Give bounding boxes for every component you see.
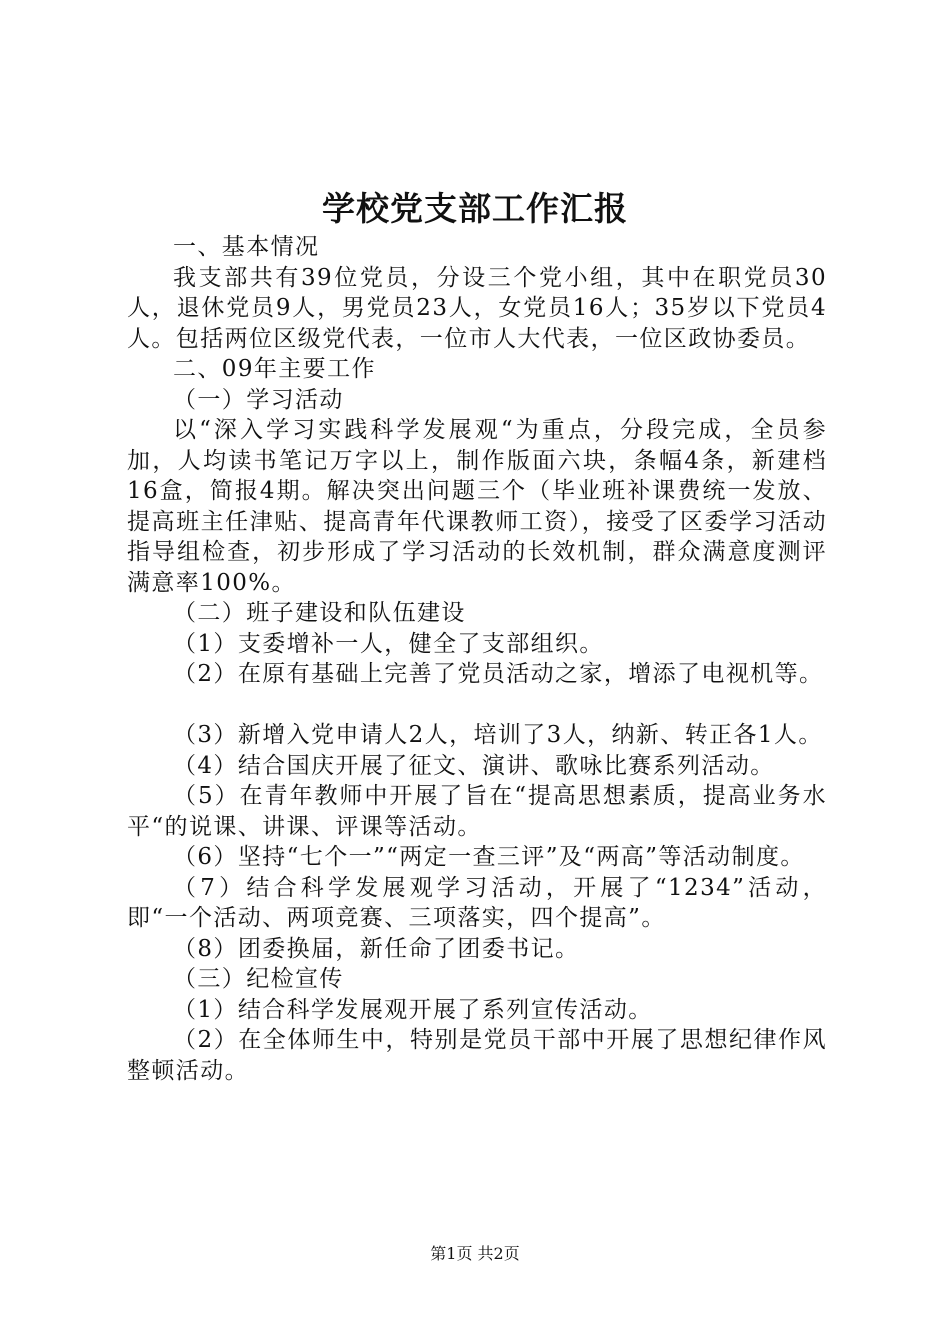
subheading-team-building: （二）班子建设和队伍建设 xyxy=(173,600,466,626)
list-item-discipline-1: （1）结合科学发展观开展了系列宣传活动。 xyxy=(173,996,653,1023)
list-item-team-5: （5）在青年教师中开展了旨在“提高思想素质，提高业务水平“的说课、讲课、评课等活动。 xyxy=(127,783,827,840)
list-item-team-2: （2）在原有基础上完善了党员活动之家，增添了电视机等。 xyxy=(173,661,824,687)
list-item-discipline-2: （2）在全体师生中，特别是党员干部中开展了思想纪律作风整顿活动。 xyxy=(127,1027,827,1084)
paragraph-member-overview: 我支部共有39位党员，分设三个党小组，其中在职党员30人，退休党员9人，男党员23人，女党员16人；35岁以下党员4人。包括两位区级党代表，一位市人大代表，一位区政协委员。 xyxy=(127,264,827,352)
page-footer: 第1页 共2页 xyxy=(430,1244,520,1263)
list-item-team-3: （3）新增入党申请人2人，培训了3人，纳新、转正各1人。 xyxy=(173,722,823,748)
list-item-team-6: （6）坚持“七个一”“两定一查三评”及“两高”等活动制度。 xyxy=(173,844,805,870)
document-title: 学校党支部工作汇报 xyxy=(322,189,628,228)
document-body xyxy=(127,232,827,1086)
list-item-team-1: （1）支委增补一人，健全了支部组织。 xyxy=(173,630,604,657)
list-item-team-7: （7）结合科学发展观学习活动，开展了“1234”活动，即“一个活动、两项竞赛、三项落实，四个提高”。 xyxy=(127,874,827,931)
paragraph-study-activities: 以“深入学习实践科学发展观“为重点，分段完成，全员参加，人均读书笔记万字以上，制作版面六块，条幅4条，新建档16盒，简报4期。解决突出问题三个（毕业班补课费统一发放、提高班主任津贴、提高青年代课教师工资），接受了区委学习活动指导组检查，初步形成了学习活动的长效机制，群众满意度测评满意率100%。 xyxy=(127,417,827,596)
list-item-team-4: （4）结合国庆开展了征文、演讲、歌咏比赛系列活动。 xyxy=(173,752,775,779)
list-item-team-8: （8）团委换届，新任命了团委书记。 xyxy=(173,935,580,962)
subheading-discipline-publicity: （三）纪检宣传 xyxy=(173,966,344,992)
subheading-study-activities: （一）学习活动 xyxy=(173,386,344,413)
section-heading-basic-situation: 一、基本情况 xyxy=(173,234,320,260)
section-heading-main-work: 二、09年主要工作 xyxy=(173,356,376,382)
